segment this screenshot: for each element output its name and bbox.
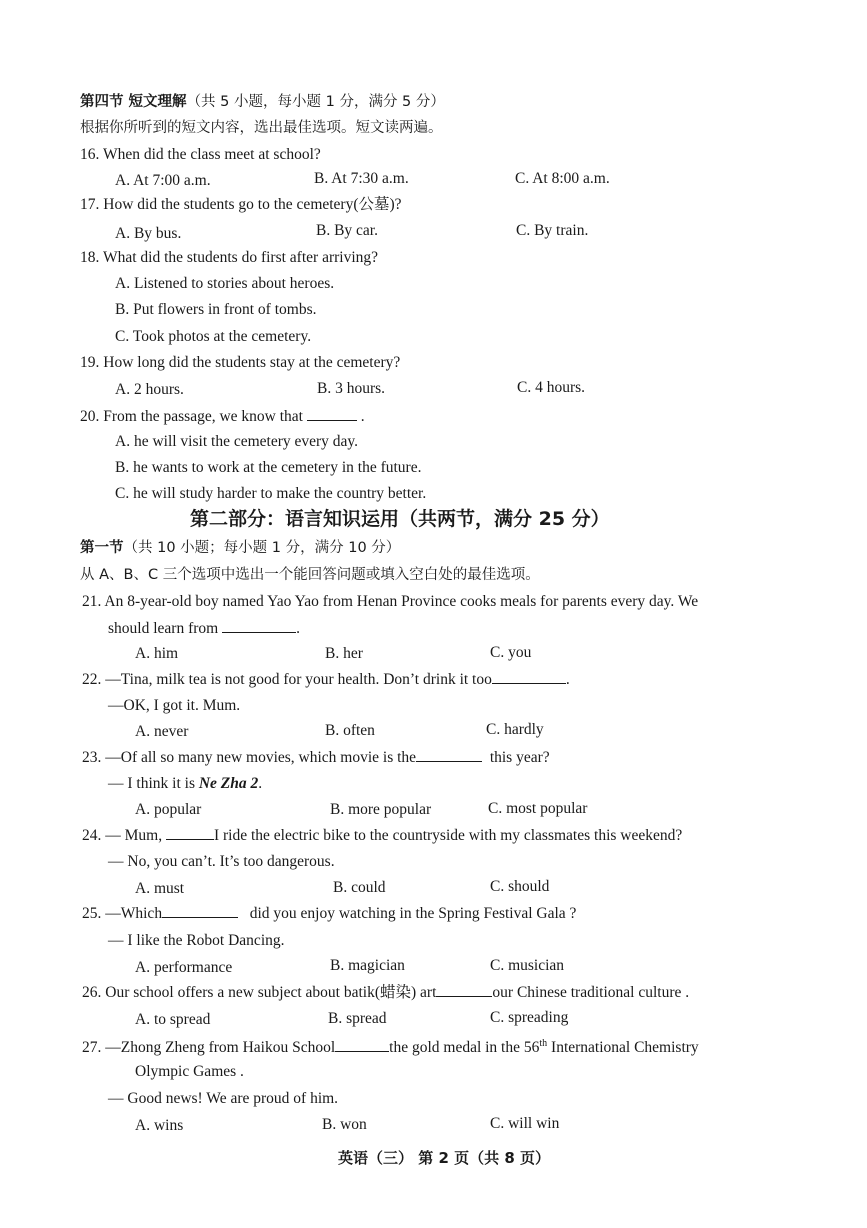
q27-reply: — Good news! We are proud of him. (108, 1090, 339, 1107)
q27-stem-line2: Olympic Games . (135, 1063, 244, 1080)
q26-option-a: A. to spread (135, 1011, 211, 1028)
q24-reply: — No, you can’t. It’s too dangerous. (108, 853, 335, 870)
q22-stem (82, 669, 570, 690)
q25-reply: — I like the Robot Dancing. (108, 932, 285, 949)
section1-heading (80, 538, 400, 558)
q26-stem-text: 26. Our school offers a new subject about batik(蜡染) art (82, 984, 437, 1001)
q24-option-c: C. should (490, 878, 550, 895)
q21-stem-line2 (108, 618, 300, 639)
q23-movie-title: Ne Zha 2 (198, 775, 259, 792)
q23-reply (108, 774, 262, 794)
q21-stem-end: . (296, 620, 300, 637)
section1-instruction: 从 A、B、C 三个选项中选出一个能回答问题或填入空白处的最佳选项。 (80, 567, 540, 583)
q27-stem-text: 27. —Zhong Zheng from Haikou School (82, 1039, 336, 1057)
q18-option-a: A. Listened to stories about heroes. (115, 275, 335, 292)
q27-option-b: B. won (322, 1116, 367, 1133)
q23-stem-end: this year? (489, 749, 550, 766)
q18-option-c: C. Took photos at the cemetery. (115, 328, 312, 345)
q23-option-c: C. most popular (488, 800, 588, 817)
section1-heading-rest: （共 10 小题；每小题 1 分，满分 10 分） (123, 540, 401, 556)
section4-heading (80, 92, 445, 112)
q17-stem: 17. How did the students go to the cemetery(公墓)? (80, 196, 402, 213)
q25-answer-blank (162, 903, 238, 918)
q20-answer-blank (307, 406, 357, 421)
q23-stem (82, 747, 550, 768)
q27-option-a: A. wins (135, 1117, 184, 1134)
q26-stem (82, 982, 689, 1003)
q26-stem-end: our Chinese traditional culture . (492, 984, 690, 1001)
q27-stem-end: International Chemistry (547, 1039, 699, 1057)
q27-ordinal-suffix: th (539, 1038, 548, 1049)
q16-stem: 16. When did the class meet at school? (80, 146, 321, 163)
q16-option-a: A. At 7:00 a.m. (115, 172, 211, 189)
q22-option-a: A. never (135, 723, 189, 740)
q22-answer-blank (492, 669, 566, 684)
q20-option-b: B. he wants to work at the cemetery in the future. (115, 459, 422, 476)
q21-option-b: B. her (325, 645, 363, 662)
q20-stem-text: 20. From the passage, we know that (80, 408, 303, 425)
q23-stem-text: 23. —Of all so many new movies, which movie is the (82, 749, 417, 766)
q21-answer-blank (222, 618, 296, 633)
q24-option-a: A. must (135, 880, 185, 897)
q21-option-a: A. him (135, 645, 179, 662)
q23-option-a: A. popular (135, 801, 202, 818)
q24-answer-blank (166, 825, 214, 840)
q22-option-c: C. hardly (486, 721, 544, 738)
q17-option-b: B. By car. (316, 222, 378, 239)
q20-stem (80, 406, 365, 427)
q24-option-b: B. could (333, 879, 386, 896)
q24-stem-end: I ride the electric bike to the countryside with my classmates this weekend? (213, 827, 683, 844)
q19-stem: 19. How long did the students stay at the cemetery? (80, 354, 401, 371)
q23-answer-blank (416, 747, 482, 762)
q26-option-c: C. spreading (490, 1009, 569, 1026)
q25-option-b: B. magician (330, 957, 405, 974)
q26-answer-blank (436, 982, 492, 997)
q18-option-b: B. Put flowers in front of tombs. (115, 301, 317, 318)
q21-option-c: C. you (490, 644, 532, 661)
q20-stem-end: . (360, 408, 365, 425)
q27-stem-line1 (82, 1034, 699, 1058)
q25-option-a: A. performance (135, 959, 233, 976)
q22-stem-end: . (565, 671, 570, 688)
q20-option-a: A. he will visit the cemetery every day. (115, 433, 359, 450)
q16-option-b: B. At 7:30 a.m. (314, 170, 409, 187)
q24-stem (82, 825, 682, 846)
q22-stem-text: 22. —Tina, milk tea is not good for your health. Don’t drink it too (82, 671, 492, 688)
q27-answer-blank (335, 1037, 389, 1052)
q19-option-b: B. 3 hours. (317, 380, 386, 397)
q25-stem-text: 25. —Which (82, 905, 163, 922)
q26-option-b: B. spread (328, 1010, 387, 1027)
section4-heading-rest: （共 5 小题，每小题 1 分，满分 5 分） (186, 94, 445, 110)
q21-stem-line2-text: should learn from (108, 620, 219, 637)
q19-option-a: A. 2 hours. (115, 381, 184, 398)
q20-option-c: C. he will study harder to make the country better. (115, 485, 427, 502)
page-footer: 英语（三） 第 2 页（共 8 页） (338, 1149, 550, 1167)
q23-reply-text: — I think it is (108, 775, 195, 792)
q25-option-c: C. musician (490, 957, 565, 974)
q25-stem (82, 903, 576, 924)
q22-reply: —OK, I got it. Mum. (108, 697, 241, 714)
section4-instruction: 根据你所听到的短文内容，选出最佳选项。短文读两遍。 (80, 120, 443, 136)
q23-option-b: B. more popular (330, 801, 432, 818)
q18-stem: 18. What did the students do first after arriving? (80, 249, 379, 266)
q27-stem-mid: the gold medal in the 56 (389, 1039, 540, 1057)
q23-reply-end: . (258, 775, 263, 792)
q21-stem-line1: 21. An 8-year-old boy named Yao Yao from Henan Province cooks meals for parents every day. We (82, 593, 699, 610)
q27-option-c: C. will win (490, 1115, 560, 1132)
section1-heading-bold: 第一节 (80, 540, 124, 556)
q16-option-c: C. At 8:00 a.m. (515, 170, 610, 187)
q25-stem-end: did you enjoy watching in the Spring Festival Gala ? (249, 905, 577, 922)
q19-option-c: C. 4 hours. (517, 379, 586, 396)
q17-option-c: C. By train. (516, 222, 589, 239)
part2-title: 第二部分：语言知识运用（共两节，满分 25 分） (190, 508, 610, 530)
section4-heading-bold: 第四节 短文理解 (80, 94, 187, 110)
q22-option-b: B. often (325, 722, 375, 739)
q24-stem-text: 24. — Mum, (82, 827, 163, 844)
q17-option-a: A. By bus. (115, 225, 182, 242)
